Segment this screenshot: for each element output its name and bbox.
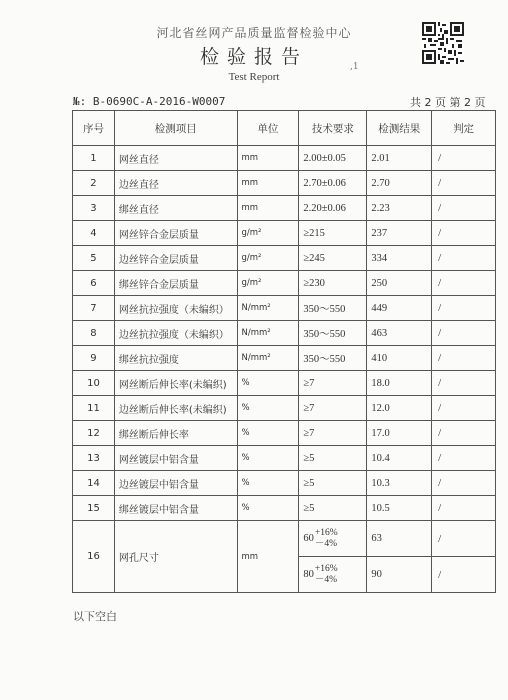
row-result: 18.0 bbox=[367, 371, 432, 396]
row-result: 410 bbox=[367, 346, 432, 371]
row-item: 网丝锌合金层质量 bbox=[114, 221, 237, 246]
row-unit: mm bbox=[237, 171, 299, 196]
header-requirement: 技术要求 bbox=[299, 111, 367, 146]
row-requirement: ≥7 bbox=[299, 371, 367, 396]
row-requirement: ≥245 bbox=[299, 246, 367, 271]
row-judgement: / bbox=[432, 171, 496, 196]
inspection-table bbox=[72, 110, 496, 593]
row-result: 2.23 bbox=[367, 196, 432, 221]
row-unit: N/mm² bbox=[237, 296, 299, 321]
row-judgement: / bbox=[432, 521, 496, 557]
row-judgement: / bbox=[432, 421, 496, 446]
blank-below-note: 以下空白 bbox=[73, 610, 117, 623]
row-result: 237 bbox=[367, 221, 432, 246]
row-number: 7 bbox=[73, 296, 115, 321]
row-judgement: / bbox=[432, 296, 496, 321]
row-item: 边丝直径 bbox=[114, 171, 237, 196]
row-unit: N/mm² bbox=[237, 346, 299, 371]
row-requirement: ≥215 bbox=[299, 221, 367, 246]
row-unit: mm bbox=[237, 146, 299, 171]
header-item: 检测项目 bbox=[114, 111, 237, 146]
row-result: 17.0 bbox=[367, 421, 432, 446]
row-unit: % bbox=[237, 371, 299, 396]
row-judgement: / bbox=[432, 246, 496, 271]
row-judgement: / bbox=[432, 271, 496, 296]
tolerance-base: 80 bbox=[303, 569, 314, 580]
table-row bbox=[73, 271, 496, 296]
row-number: 1 bbox=[73, 146, 115, 171]
row-requirement: ≥5 bbox=[299, 496, 367, 521]
row-unit: % bbox=[237, 421, 299, 446]
row-number: 16 bbox=[73, 521, 115, 593]
row-judgement: / bbox=[432, 557, 496, 593]
row-result: 449 bbox=[367, 296, 432, 321]
row-result: 10.3 bbox=[367, 471, 432, 496]
row-item: 绑丝直径 bbox=[114, 196, 237, 221]
row-item: 绑丝断后伸长率 bbox=[114, 421, 237, 446]
table-row bbox=[73, 196, 496, 221]
row-judgement: / bbox=[432, 196, 496, 221]
row-judgement: / bbox=[432, 321, 496, 346]
row-unit: g/m² bbox=[237, 271, 299, 296]
row-item: 网丝镀层中铝含量 bbox=[114, 446, 237, 471]
header-unit: 单位 bbox=[237, 111, 299, 146]
row-requirement: ≥5 bbox=[299, 471, 367, 496]
table-row bbox=[73, 396, 496, 421]
row-requirement: 350～550 bbox=[299, 346, 367, 371]
row-item: 边丝抗拉强度（未编织） bbox=[114, 321, 237, 346]
row-result: 334 bbox=[367, 246, 432, 271]
row-number: 8 bbox=[73, 321, 115, 346]
row-item: 边丝锌合金层质量 bbox=[114, 246, 237, 271]
row-result: 10.5 bbox=[367, 496, 432, 521]
header-no: 序号 bbox=[73, 111, 115, 146]
table-row bbox=[73, 421, 496, 446]
row-item: 网丝断后伸长率(未编织) bbox=[114, 371, 237, 396]
row-requirement: 2.70±0.06 bbox=[299, 171, 367, 196]
row-number: 3 bbox=[73, 196, 115, 221]
row-result: 2.01 bbox=[367, 146, 432, 171]
row-number: 10 bbox=[73, 371, 115, 396]
row-item: 网丝抗拉强度（未编织） bbox=[114, 296, 237, 321]
row-judgement: / bbox=[432, 496, 496, 521]
header-result: 检测结果 bbox=[367, 111, 432, 146]
table-row bbox=[73, 446, 496, 471]
row-unit: N/mm² bbox=[237, 321, 299, 346]
row-judgement: / bbox=[432, 146, 496, 171]
row-number: 11 bbox=[73, 396, 115, 421]
row-requirement: 350～550 bbox=[299, 296, 367, 321]
page-info: 共 2 页 第 2 页 bbox=[410, 96, 486, 109]
row-result: 2.70 bbox=[367, 171, 432, 196]
row-result: 250 bbox=[367, 271, 432, 296]
row-result: 63 bbox=[367, 521, 432, 557]
tolerance-plus: +16% bbox=[314, 563, 338, 574]
row-item: 绑丝锌合金层质量 bbox=[114, 271, 237, 296]
table-row bbox=[73, 321, 496, 346]
report-number: №: B-0690C-A-2016-W0007 bbox=[73, 95, 226, 108]
row-requirement bbox=[299, 557, 367, 593]
tolerance-minus: －4% bbox=[314, 538, 338, 549]
row-requirement: 350～550 bbox=[299, 321, 367, 346]
row-item: 网丝直径 bbox=[114, 146, 237, 171]
row-result: 12.0 bbox=[367, 396, 432, 421]
row-item: 边丝断后伸长率(未编织) bbox=[114, 396, 237, 421]
row-number: 13 bbox=[73, 446, 115, 471]
row-number: 5 bbox=[73, 246, 115, 271]
row-requirement bbox=[299, 521, 367, 557]
row-result: 90 bbox=[367, 557, 432, 593]
row-judgement: / bbox=[432, 371, 496, 396]
row-number: 4 bbox=[73, 221, 115, 246]
row-requirement: ≥230 bbox=[299, 271, 367, 296]
row-unit: % bbox=[237, 496, 299, 521]
table-row bbox=[73, 296, 496, 321]
table-row bbox=[73, 471, 496, 496]
row-item: 网孔尺寸 bbox=[114, 521, 237, 593]
report-subtitle: Test Report bbox=[228, 71, 280, 83]
table-row-16a bbox=[73, 521, 496, 557]
table-row bbox=[73, 496, 496, 521]
row-item: 绑丝镀层中铝含量 bbox=[114, 496, 237, 521]
row-judgement: / bbox=[432, 221, 496, 246]
tolerance-plus: +16% bbox=[314, 527, 338, 538]
table-row bbox=[73, 371, 496, 396]
row-requirement: ≥7 bbox=[299, 421, 367, 446]
qr-code-icon bbox=[422, 22, 464, 64]
table-row bbox=[73, 146, 496, 171]
table-row bbox=[73, 346, 496, 371]
tolerance-base: 60 bbox=[303, 533, 314, 544]
org-name: 河北省丝网产品质量监督检验中心 bbox=[156, 26, 352, 40]
stray-mark: ,1 bbox=[350, 62, 359, 72]
row-requirement: 2.20±0.06 bbox=[299, 196, 367, 221]
row-result: 10.4 bbox=[367, 446, 432, 471]
table-header-row bbox=[73, 111, 496, 146]
row-requirement: 2.00±0.05 bbox=[299, 146, 367, 171]
row-requirement: ≥5 bbox=[299, 446, 367, 471]
row-item: 绑丝抗拉强度 bbox=[114, 346, 237, 371]
row-unit: mm bbox=[237, 196, 299, 221]
row-number: 14 bbox=[73, 471, 115, 496]
row-unit: % bbox=[237, 446, 299, 471]
row-unit: g/m² bbox=[237, 246, 299, 271]
tolerance-minus: －4% bbox=[314, 574, 338, 585]
row-unit: g/m² bbox=[237, 221, 299, 246]
table-row bbox=[73, 246, 496, 271]
row-result: 463 bbox=[367, 321, 432, 346]
row-number: 2 bbox=[73, 171, 115, 196]
row-unit: % bbox=[237, 471, 299, 496]
table-row bbox=[73, 171, 496, 196]
row-number: 9 bbox=[73, 346, 115, 371]
row-judgement: / bbox=[432, 446, 496, 471]
report-title: 检验报告 bbox=[199, 46, 308, 68]
row-number: 12 bbox=[73, 421, 115, 446]
row-item: 边丝镀层中铝含量 bbox=[114, 471, 237, 496]
row-judgement: / bbox=[432, 396, 496, 421]
row-judgement: / bbox=[432, 471, 496, 496]
header-judgement: 判定 bbox=[432, 111, 496, 146]
row-number: 15 bbox=[73, 496, 115, 521]
row-unit: mm bbox=[237, 521, 299, 593]
row-unit: % bbox=[237, 396, 299, 421]
row-judgement: / bbox=[432, 346, 496, 371]
row-requirement: ≥7 bbox=[299, 396, 367, 421]
row-number: 6 bbox=[73, 271, 115, 296]
table-row bbox=[73, 221, 496, 246]
